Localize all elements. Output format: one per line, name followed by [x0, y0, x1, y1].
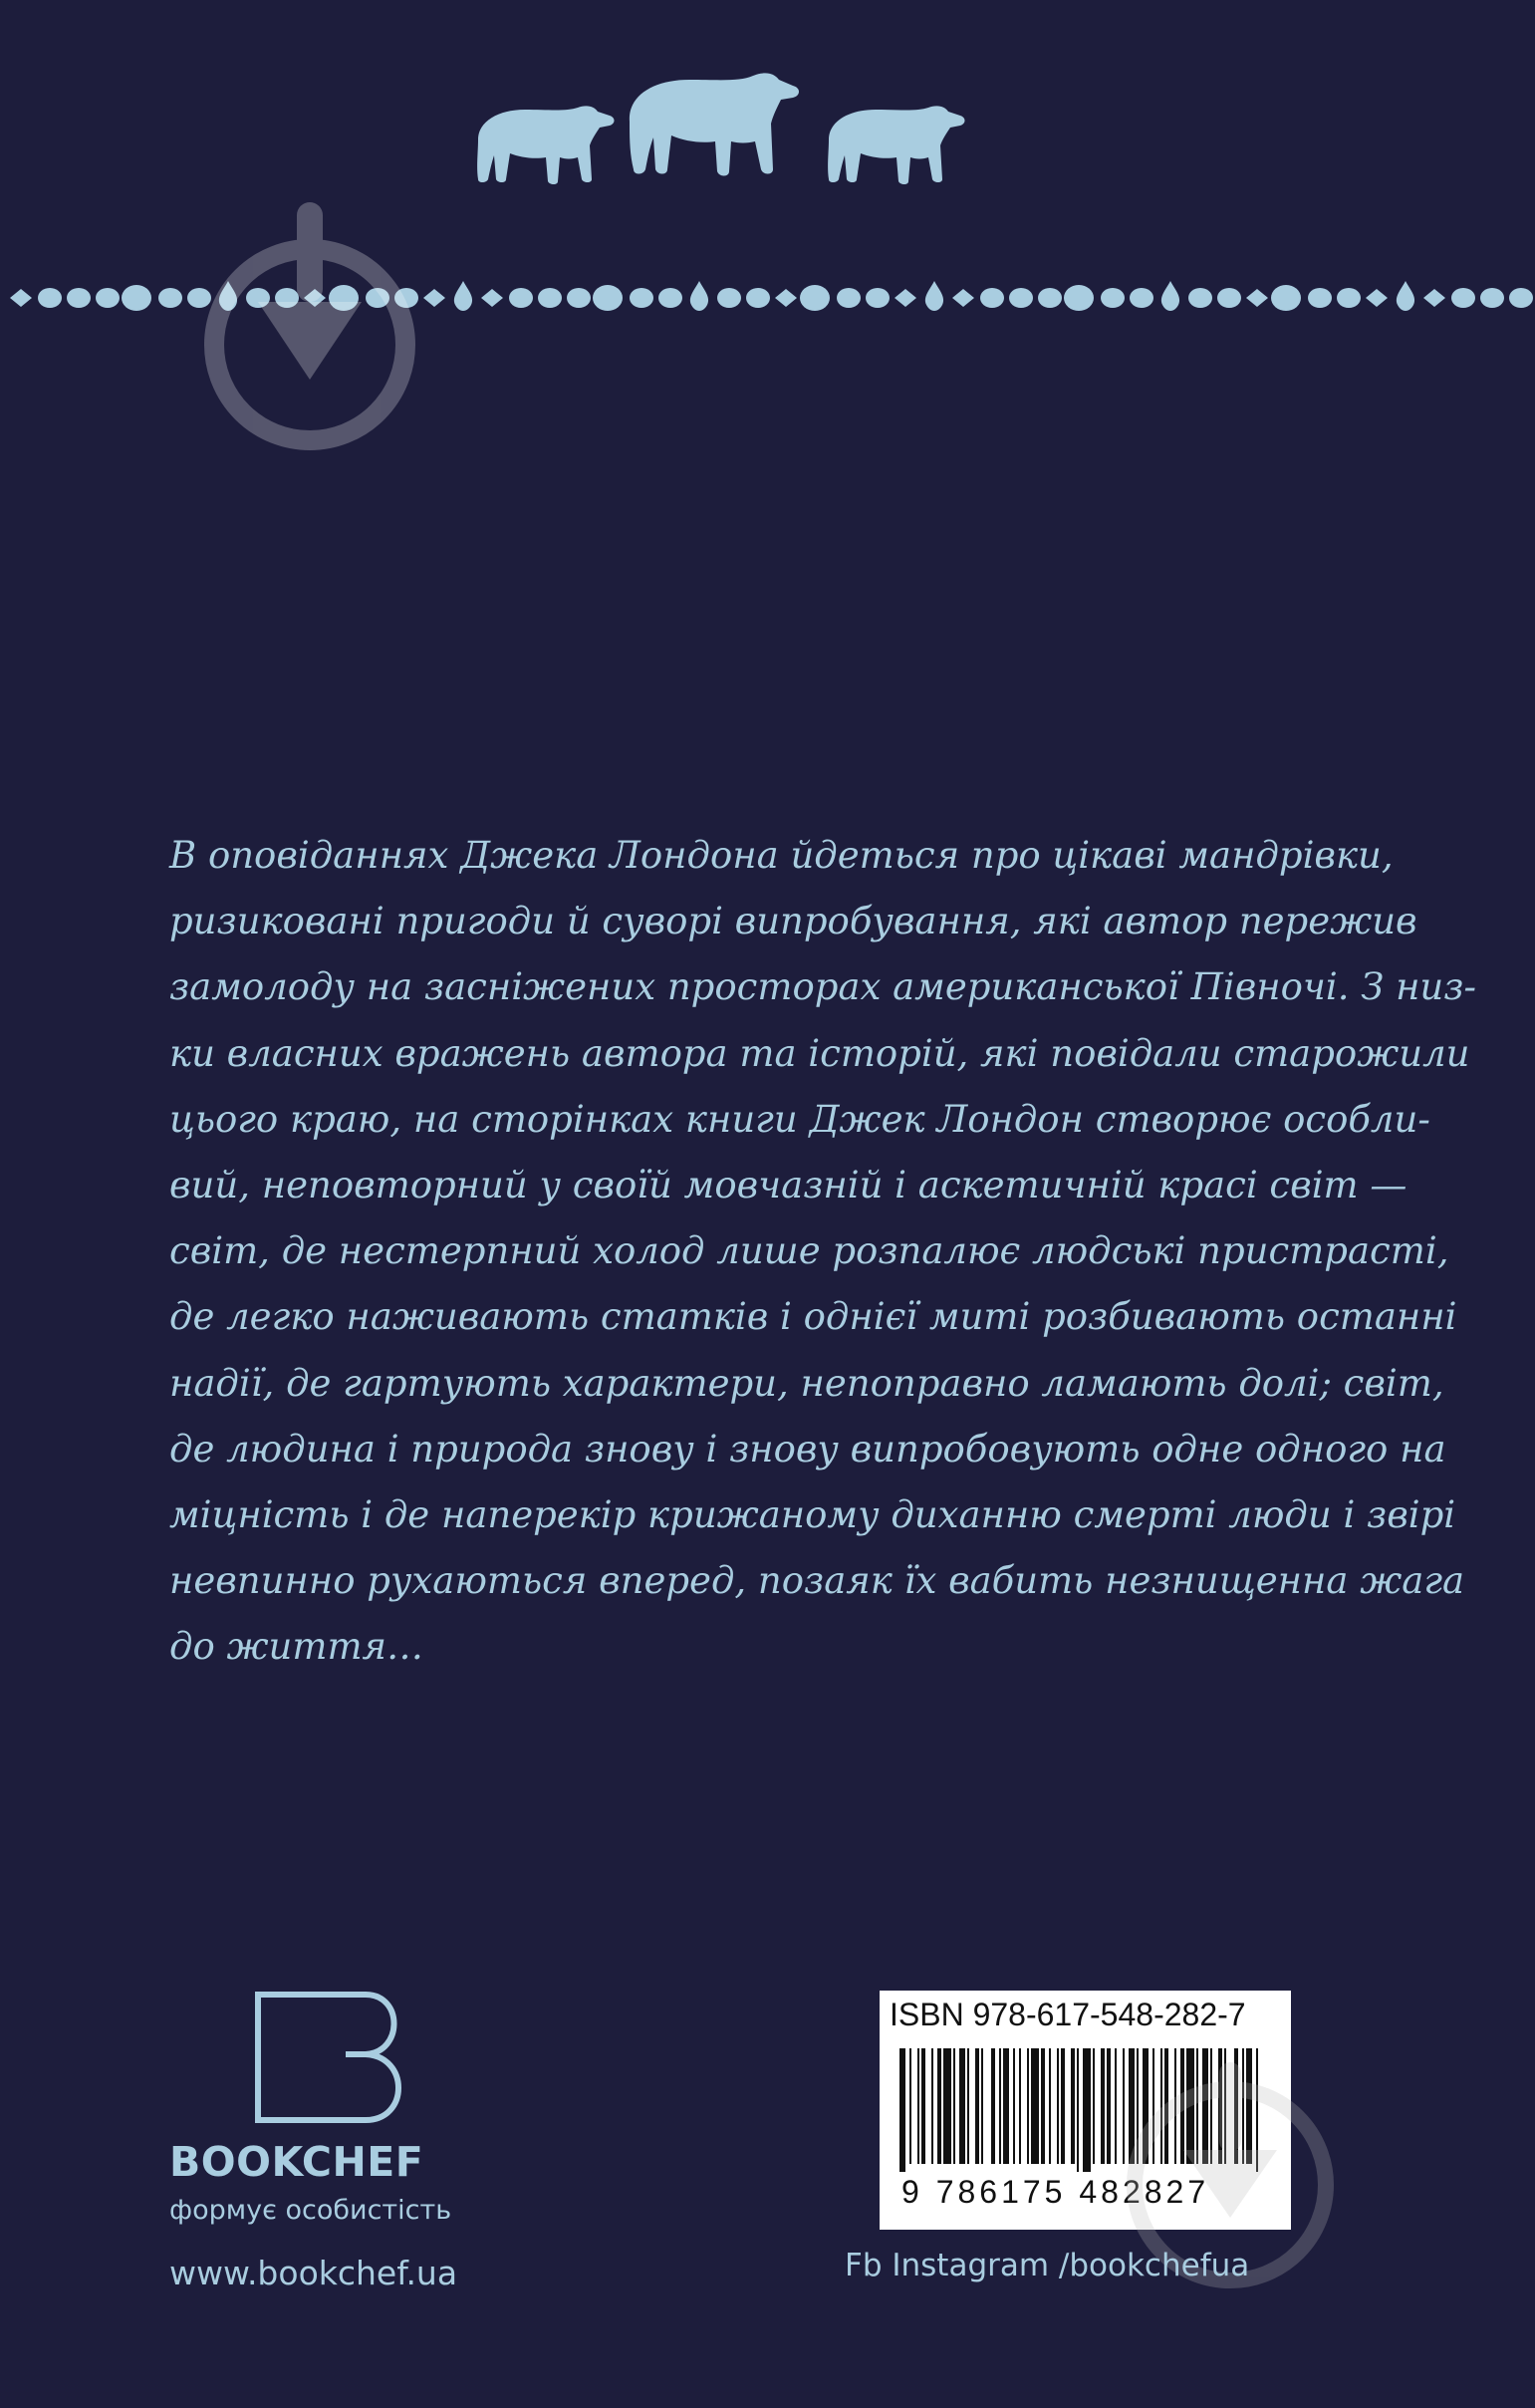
barcode-bar	[931, 2048, 933, 2164]
barcode-bar	[1107, 2048, 1111, 2164]
bead	[593, 285, 623, 311]
small-bear-left-icon	[470, 100, 620, 189]
barcode-bar	[981, 2048, 983, 2164]
barcode-bar	[959, 2048, 965, 2164]
bead	[96, 288, 120, 308]
publisher-logo	[169, 1991, 518, 2250]
barcode-bar	[1115, 2048, 1117, 2164]
description-line: де людина і природа знову і знову випробовують одне одного на	[169, 1427, 1446, 1471]
bead	[1130, 288, 1153, 308]
barcode-bar	[1049, 2048, 1051, 2164]
publisher-tagline: формує особистість	[169, 2195, 452, 2226]
description-line: замолоду на засніжених просторах американської Півночі. З низ-	[169, 965, 1476, 1009]
bead	[1188, 288, 1212, 308]
description-line: світ, де нестерпний холод лише розпалює людські пристрасті,	[169, 1229, 1449, 1273]
description-line: В оповіданнях Джека Лондона йдеться про цікаві мандрівки,	[169, 834, 1394, 877]
book-description	[169, 823, 1476, 1680]
barcode-bar	[999, 2048, 1001, 2164]
download-watermark-icon	[203, 202, 416, 451]
description-line: надії, де гартують характери, непоправно ламають долі; світ,	[169, 1361, 1444, 1405]
barcode-bar	[1093, 2048, 1095, 2164]
barcode-bar	[1003, 2048, 1009, 2164]
bead	[895, 289, 916, 307]
description-line: невпинно рухаються вперед, позаяк їх вабить незнищенна жага	[169, 1559, 1465, 1603]
bead	[10, 289, 32, 307]
big-bear-icon	[624, 66, 803, 181]
bead	[1246, 289, 1268, 307]
bead	[158, 288, 182, 308]
bead	[775, 289, 797, 307]
bead	[690, 281, 708, 311]
barcode-bar	[1041, 2048, 1045, 2164]
barcode-bar	[975, 2048, 979, 2164]
bead	[1064, 285, 1094, 311]
bead	[746, 288, 770, 308]
bead	[1101, 288, 1125, 308]
bead	[837, 288, 861, 308]
bead	[454, 281, 472, 311]
barcode-bar	[937, 2048, 941, 2164]
bead	[1271, 285, 1301, 311]
bead	[509, 288, 533, 308]
bead	[67, 288, 91, 308]
bead	[658, 288, 682, 308]
bead	[1161, 281, 1179, 311]
bead	[952, 289, 974, 307]
barcode-digits: 9 786175 482827	[901, 2174, 1210, 2210]
barcode-bar	[1061, 2048, 1065, 2164]
barcode-bar	[991, 2048, 995, 2164]
barcode-bar	[1083, 2048, 1091, 2172]
bead	[800, 285, 830, 311]
bead	[925, 281, 943, 311]
bookchef-logo-icon	[254, 1991, 413, 2124]
bead	[1308, 288, 1332, 308]
barcode-bar	[1071, 2048, 1075, 2164]
bead	[1038, 288, 1062, 308]
description-line: міцність і де наперекір крижаному диханню смерті люди і звірі	[169, 1492, 1456, 1536]
barcode-bar	[967, 2048, 969, 2164]
barcode-bar	[909, 2048, 911, 2164]
bead	[122, 285, 151, 311]
bead	[1009, 288, 1033, 308]
barcode-bar	[1101, 2048, 1105, 2164]
description-line: цього краю, на сторінках книги Джек Лондон створює особли-	[169, 1097, 1430, 1141]
barcode-bar	[953, 2048, 955, 2164]
description-line: де легко наживають статків і однієї миті розбивають останні	[169, 1295, 1457, 1339]
bead	[423, 289, 445, 307]
bead	[1509, 288, 1533, 308]
description-line: ризиковані пригоди й суворі випробування, які автор пережив	[169, 900, 1417, 943]
barcode-bar	[921, 2048, 925, 2164]
barcode-bar	[1027, 2048, 1029, 2164]
bead	[980, 288, 1004, 308]
bead	[481, 289, 503, 307]
bead	[1451, 288, 1475, 308]
publisher-name: BOOKCHEF	[169, 2138, 424, 2186]
barcode-bar	[1057, 2048, 1059, 2164]
bead	[1397, 281, 1414, 311]
barcode-bar	[1031, 2048, 1039, 2164]
description-line: вий, неповторний у своїй мовчазній і аскетичній красі світ —	[169, 1163, 1407, 1206]
bead	[630, 288, 653, 308]
barcode-bar	[1077, 2048, 1079, 2172]
bead	[1217, 288, 1241, 308]
bead	[866, 288, 890, 308]
barcode-bar	[943, 2048, 951, 2164]
barcode-bar	[1019, 2048, 1021, 2164]
publisher-website: www.bookchef.ua	[169, 2254, 458, 2292]
bead	[1337, 288, 1361, 308]
bead	[567, 288, 591, 308]
bead	[1480, 288, 1504, 308]
polar-bears-icon	[458, 58, 976, 187]
description-line: до життя…	[169, 1625, 424, 1669]
barcode-bar	[917, 2048, 919, 2164]
bead	[38, 288, 62, 308]
description-line: ки власних вражень автора та історій, які повідали старожили	[169, 1031, 1470, 1075]
isbn-label: ISBN 978-617-548-282-7	[890, 1997, 1246, 2032]
bead	[538, 288, 562, 308]
bead	[1423, 289, 1445, 307]
barcode-bar	[899, 2048, 905, 2172]
bead	[1366, 289, 1388, 307]
barcode-bar	[1013, 2048, 1015, 2164]
publisher-social: Fb Instagram /bookchefua	[845, 2248, 1250, 2283]
bead	[717, 288, 741, 308]
small-bear-right-icon	[821, 100, 970, 189]
